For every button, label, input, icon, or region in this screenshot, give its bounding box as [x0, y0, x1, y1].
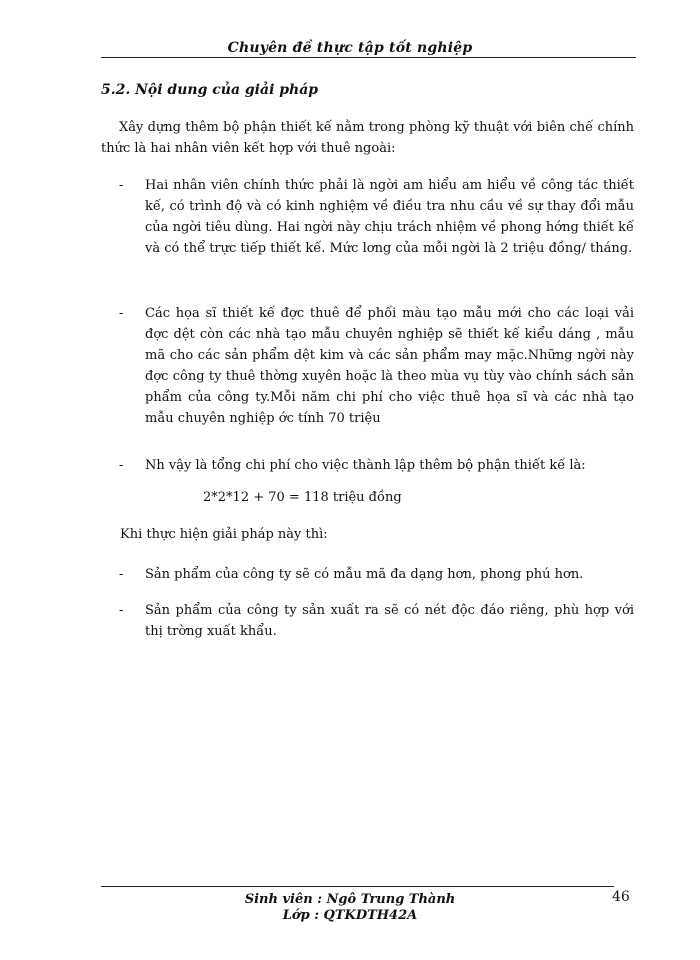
- bullet-text: Hai nhân viên chính thức phải là ngời am hiểu am hiểu về công tác thiết kế, có trình độ và có kinh nghiệm về điều tra nhu cầu về sự thay đổi mẫu của ngời tiêu dùng. Hai ngời này chịu trách nhiệm về phong hớng thiết kế và có thể trực tiếp thiết kế. Mức lơng của mỗi ngời là 2 triệu đồng/ tháng.: [145, 178, 634, 256]
- cost-formula: 2*2*12 + 70 = 118 triệu đồng: [203, 490, 402, 505]
- header-divider: [101, 57, 636, 58]
- results-intro: Khi thực hiện giải pháp này thì:: [120, 527, 328, 542]
- section-heading: 5.2. Nội dung của giải pháp: [101, 82, 319, 98]
- bullet-item: [101, 455, 634, 476]
- header-title: Chuyên đề thực tập tốt nghiệp: [227, 40, 473, 56]
- result-item: [101, 600, 634, 642]
- footer-divider: [101, 886, 614, 887]
- bullet-dash: -: [119, 458, 124, 473]
- intro-paragraph: Xây dựng thêm bộ phận thiết kế nằm trong phòng kỹ thuật với biên chế chính thức là hai nhân viên kết hợp với thuê ngoài:: [101, 120, 634, 156]
- result-text: Sản phẩm của công ty sẽ có mẫu mã đa dạng hơn, phong phú hơn.: [145, 567, 584, 582]
- bullet-item: [101, 175, 634, 259]
- page-number: 46: [612, 889, 630, 905]
- result-text: Sản phẩm của công ty sản xuất ra sẽ có nét độc đáo riêng, phù hợp với thị trờng xuất khẩu.: [145, 603, 634, 639]
- result-item: [101, 564, 634, 585]
- bullet-item: [101, 303, 634, 429]
- bullet-dash: -: [119, 178, 124, 193]
- bullet-text: Các họa sĩ thiết kế đợc thuê để phối màu tạo mẫu mới cho các loại vải đợc dệt còn các nhà tạo mẫu chuyên nghiệp sẽ thiết kế kiểu dáng , mẫu mã cho các sản phẩm dệt kim và các sản phẩm may mặc.Những ngời này đợc công ty thuê thờng xuyên hoặc là theo mùa vụ tùy vào chính sách sản phẩm của công ty.Mỗi năm chi phí cho việc thuê họa sĩ và các nhà tạo mẫu chuyên nghiệp ớc tính 70 triệu: [145, 306, 634, 426]
- footer-student: Sinh viên : Ngô Trung Thành: [244, 892, 456, 907]
- bullet-dash: -: [119, 306, 124, 321]
- bullet-dash: -: [119, 603, 124, 618]
- bullet-text: Nh vậy là tổng chi phí cho việc thành lập thêm bộ phận thiết kế là:: [145, 458, 586, 473]
- bullet-dash: -: [119, 567, 124, 582]
- footer-class: Lớp : QTKDTH42A: [282, 908, 418, 923]
